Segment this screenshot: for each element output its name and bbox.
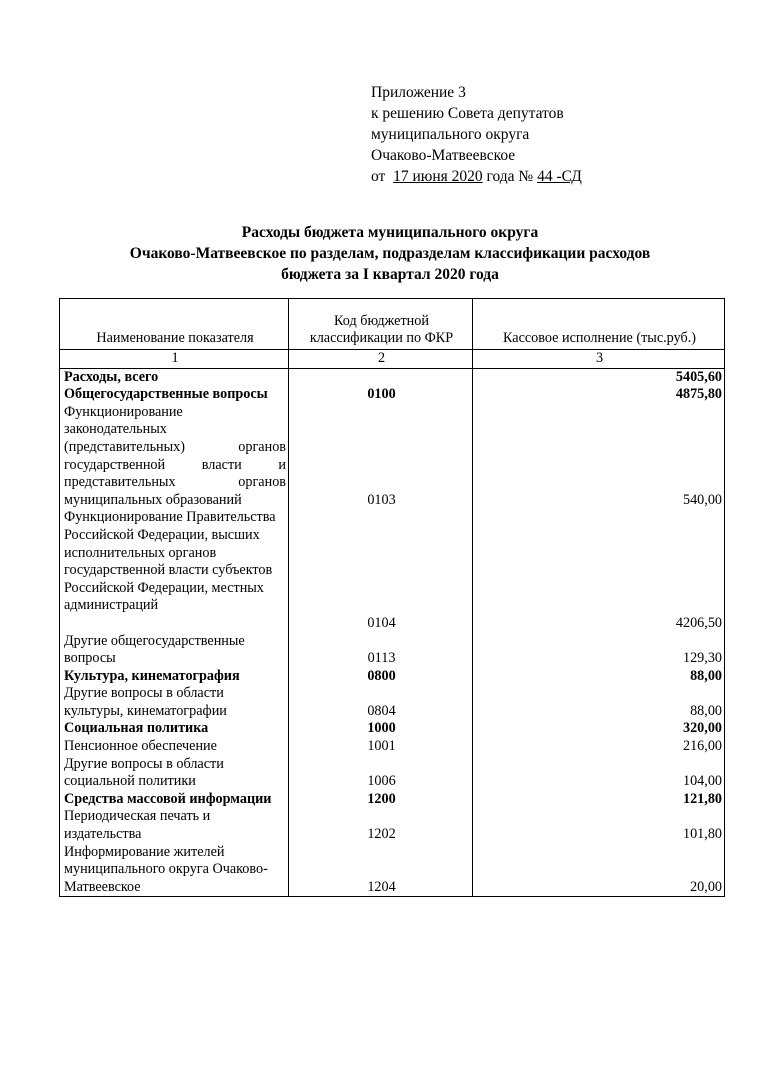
column-number: 2 (289, 350, 473, 369)
row-code: 0100 (289, 386, 473, 404)
date-prefix: от (371, 168, 386, 185)
row-code: 1204 (289, 844, 473, 897)
row-name: Другие вопросы в области культуры, кинематографии (60, 685, 289, 720)
appendix-date-line (371, 166, 582, 187)
table-row (60, 808, 725, 843)
appendix-line: Приложение 3 (371, 84, 466, 101)
row-code: 1200 (289, 791, 473, 809)
row-code: 1006 (289, 756, 473, 791)
row-name: Культура, кинематография (60, 668, 289, 686)
row-amount: 129,30 (473, 633, 725, 668)
table-row (60, 368, 725, 386)
budget-table (59, 298, 725, 897)
appendix-line: к решению Совета депутатов (371, 105, 564, 122)
row-code: 0800 (289, 668, 473, 686)
title-line: Расходы бюджета муниципального округа (241, 224, 539, 241)
row-amount: 320,00 (473, 720, 725, 738)
row-amount: 216,00 (473, 738, 725, 756)
table-row (60, 509, 725, 632)
appendix-block (371, 82, 582, 187)
appendix-line: Очаково-Матвеевское (371, 147, 516, 164)
row-name: Периодическая печать и издательства (60, 808, 289, 843)
header-code: Код бюджетной классификации по ФКР (289, 299, 473, 350)
row-name: Информирование жителей муниципального округа Очаково-Матвеевское (60, 844, 289, 897)
row-name: Социальная политика (60, 720, 289, 738)
row-name: Пенсионное обеспечение (60, 738, 289, 756)
table-row (60, 404, 725, 510)
document-title (40, 222, 740, 285)
row-amount: 5405,60 (473, 368, 725, 386)
table-row (60, 633, 725, 668)
table-row (60, 720, 725, 738)
column-number: 3 (473, 350, 725, 369)
header-amount: Кассовое исполнение (тыс.руб.) (473, 299, 725, 350)
title-line: бюджета за I квартал 2020 года (281, 266, 499, 283)
row-name: Функционирование законодательных (представительных) органов государственной власти и представительных органов муниципальных образований (60, 404, 289, 510)
header-name: Наименование показателя (60, 299, 289, 350)
appendix-line: муниципального округа (371, 126, 530, 143)
row-code: 1202 (289, 808, 473, 843)
row-amount: 20,00 (473, 844, 725, 897)
table-row (60, 738, 725, 756)
table-header-row (60, 299, 725, 350)
date-mid: года № (486, 168, 534, 185)
table-row (60, 668, 725, 686)
row-amount: 4206,50 (473, 509, 725, 632)
row-code: 0113 (289, 633, 473, 668)
row-code: 1001 (289, 738, 473, 756)
row-code: 0103 (289, 404, 473, 510)
column-number-row (60, 350, 725, 369)
table-row (60, 756, 725, 791)
row-amount: 104,00 (473, 756, 725, 791)
row-amount: 4875,80 (473, 386, 725, 404)
row-code: 0804 (289, 685, 473, 720)
table-row (60, 386, 725, 404)
row-amount: 540,00 (473, 404, 725, 510)
row-name: Общегосударственные вопросы (60, 386, 289, 404)
row-name: Функционирование Правительства Российской Федерации, высших исполнительных органов государственной власти субъектов Российской Федерации, местных администраций (60, 509, 289, 632)
row-amount: 121,80 (473, 791, 725, 809)
row-name: Средства массовой информации (60, 791, 289, 809)
row-code: 1000 (289, 720, 473, 738)
table-row (60, 685, 725, 720)
row-amount: 88,00 (473, 668, 725, 686)
title-line: Очаково-Матвеевское по разделам, подразделам классификации расходов (129, 245, 651, 262)
row-name: Другие общегосударственные вопросы (60, 633, 289, 668)
row-name: Расходы, всего (60, 368, 289, 386)
row-code (289, 368, 473, 386)
table-row (60, 844, 725, 897)
row-name: Другие вопросы в области социальной политики (60, 756, 289, 791)
row-amount: 88,00 (473, 685, 725, 720)
row-code: 0104 (289, 509, 473, 632)
row-amount: 101,80 (473, 808, 725, 843)
decision-number: 44 -СД (537, 168, 582, 185)
table-row (60, 791, 725, 809)
decision-date: 17 июня 2020 (393, 168, 483, 185)
column-number: 1 (60, 350, 289, 369)
